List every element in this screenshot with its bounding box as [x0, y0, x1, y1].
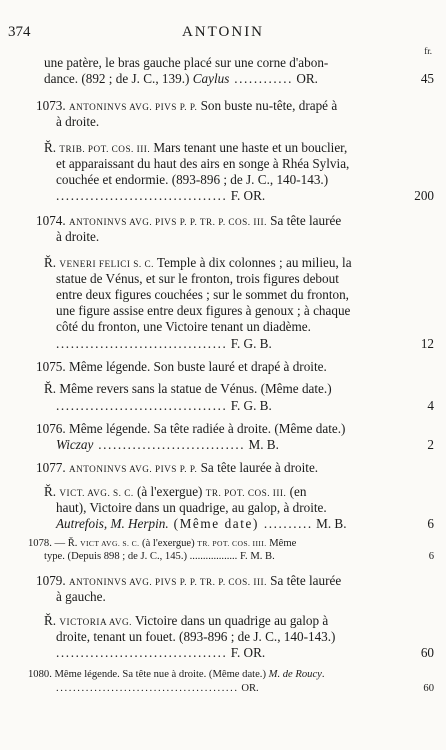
text-run: haut), Victoire dans un quadrige, au galop, à droite. [56, 500, 327, 515]
text-run: (en [286, 484, 307, 499]
text-line [56, 437, 432, 452]
text-line [44, 71, 420, 86]
text-run: F. OR. [227, 188, 266, 203]
price-value: 6 [427, 516, 434, 531]
text-run: Ř. [44, 484, 60, 499]
text-run: Sa tête laurée [266, 213, 342, 228]
text-line [56, 287, 432, 302]
text-run: 1074. [36, 213, 69, 228]
text-line [44, 551, 420, 564]
text-line [44, 613, 420, 630]
text-run: ANTONINVS AVG. PIVS P. P. [68, 464, 198, 474]
price-value: 4 [427, 398, 434, 413]
text-run: Mars tenant une haste et un bouclier, [150, 140, 348, 155]
text-line [56, 683, 432, 696]
text-run: Sa tête laurée à droite. [197, 460, 319, 475]
text-run: F. M. B. [237, 551, 275, 562]
text-run: OR. [293, 71, 318, 86]
text-line [44, 55, 420, 70]
text-run: droite, tenant un fouet. (893-896 ; de J. C., 140-143.) [56, 629, 336, 644]
text-run: (à l'exergue) [139, 538, 198, 549]
text-line [56, 114, 432, 129]
text-run: Son buste nu-tête, drapé à [197, 98, 338, 113]
text-run: statue de Vénus, et sur le fronton, trois figures debout [56, 271, 339, 286]
text-run: (Même date) .......... [168, 516, 313, 531]
text-run: 1079. [36, 573, 69, 588]
text-run: 1073. [36, 98, 69, 113]
text-run: TR. POT. COS. III. [205, 488, 287, 498]
text-line [28, 669, 404, 682]
text-line [56, 516, 432, 531]
text-run: M. B. [245, 437, 279, 452]
text-run: M. B. [312, 516, 347, 531]
text-run: Ř. [44, 613, 60, 628]
text-line [44, 140, 420, 157]
text-run: côté du fronton, une Victoire tenant un diadème. [56, 319, 311, 334]
text-line [56, 188, 432, 203]
text-line [56, 629, 432, 644]
text-run: .............................. [93, 437, 246, 452]
text-run: . [321, 669, 325, 680]
price-column-label: fr. [424, 46, 432, 56]
text-run: 1080. Même légende. Sa tête nue à droite. (Même date.) [28, 669, 269, 680]
text-line [56, 336, 432, 351]
text-run: VICTORIA AVG. [59, 617, 132, 627]
text-run: entre deux figures couchées ; sur le sommet du fronton, [56, 287, 349, 302]
text-line [36, 359, 412, 374]
text-run: 1078. — Ř. [28, 538, 81, 549]
text-run: une figure assise entre deux figures à genoux ; à chaque [56, 303, 351, 318]
text-run: ................................... [56, 645, 228, 660]
text-line [56, 589, 432, 604]
text-run: VENERI FELICI S. C. [59, 259, 154, 269]
text-run: 1076. Même légende. Sa tête radiée à droite. (Même date.) [36, 421, 346, 436]
text-line [36, 98, 412, 115]
price-value: 12 [420, 336, 434, 351]
text-run: Temple à dix colonnes ; au milieu, la [153, 255, 352, 270]
text-run: type. (Depuis 898 ; de J. C., 145.) .................. [44, 551, 238, 562]
text-run: ............ [229, 71, 294, 86]
text-line [56, 156, 432, 171]
text-run: Autrefois, M. Herpin. [56, 516, 169, 531]
text-line [56, 303, 432, 318]
text-line [36, 213, 412, 230]
text-run: Ř. [44, 140, 60, 155]
text-run: Ř. Même revers sans la statue de Vénus. (Même date.) [44, 381, 332, 396]
text-run: une patère, le bras gauche placé sur une corne d'abon- [44, 55, 329, 70]
text-run: TR. POT. COS. IIII. [197, 539, 267, 548]
text-line [56, 172, 432, 187]
text-run: F. G. B. [227, 336, 272, 351]
text-run: dance. (892 ; de J. C., 139.) [44, 71, 193, 86]
text-run: OR. [238, 683, 259, 694]
text-run: Wiczay [56, 437, 94, 452]
text-run: à droite. [56, 114, 100, 129]
price-value: 60 [423, 683, 434, 694]
text-line [56, 319, 432, 334]
price-value: 200 [414, 188, 434, 203]
text-run: Ř. [44, 255, 60, 270]
text-run: Sa tête laurée [266, 573, 342, 588]
text-run: ................................... [56, 336, 228, 351]
text-run: ANTONINVS AVG. PIVS P. P. [68, 102, 198, 112]
text-line [56, 271, 432, 286]
text-line [56, 645, 432, 660]
text-run: à droite. [56, 229, 100, 244]
text-line [36, 421, 412, 436]
text-run: Victoire dans un quadrige au galop à [131, 613, 329, 628]
text-run: ........................................... [56, 683, 239, 694]
price-value: 45 [420, 71, 434, 86]
text-line [56, 500, 432, 515]
text-line [44, 381, 420, 396]
price-value: 60 [420, 645, 434, 660]
text-line [28, 538, 404, 551]
text-run: 1077. [36, 460, 69, 475]
text-run: à gauche. [56, 589, 106, 604]
text-run: (à l'exergue) [133, 484, 206, 499]
price-value: 2 [427, 437, 434, 452]
text-run: VICT. AVG. S. C. [59, 488, 134, 498]
text-run: M. de Roucy [268, 669, 322, 680]
price-value: 6 [428, 551, 434, 562]
text-line [44, 255, 420, 272]
text-run: ................................... [56, 188, 228, 203]
running-head: ANTONIN [181, 24, 265, 40]
text-run: Même [266, 538, 297, 549]
text-line [44, 484, 420, 501]
text-run: F. OR. [227, 645, 266, 660]
text-run: F. G. B. [227, 398, 272, 413]
text-line [56, 398, 432, 413]
text-run: ANTONINVS AVG. PIVS P. P. TR. P. COS. III. [68, 577, 267, 587]
text-run: Caylus [192, 71, 230, 86]
text-line [36, 460, 412, 477]
text-line [56, 229, 432, 244]
text-run: 1075. Même légende. Son buste lauré et drapé à droite. [36, 359, 327, 374]
text-run: et apparaissant du haut des airs en songe à Rhéa Sylvia, [56, 156, 350, 171]
text-line [36, 573, 412, 590]
text-run: ANTONINVS AVG. PIVS P. P. TR. P. COS. III. [68, 217, 267, 227]
text-run: ................................... [56, 398, 228, 413]
text-run: VICT AVG. S. C. [80, 539, 140, 548]
page-number: 374 [8, 24, 31, 40]
text-run: TRIB. POT. COS. III. [59, 144, 151, 154]
text-run: couchée et endormie. (893-896 ; de J. C., 140-143.) [56, 172, 329, 187]
